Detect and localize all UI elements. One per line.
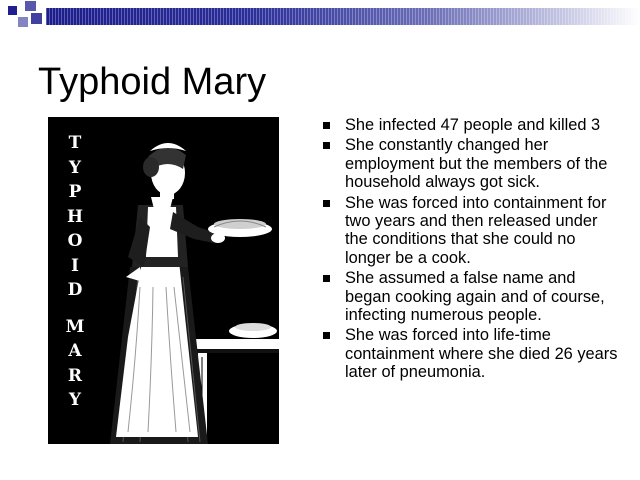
decor-square: [31, 13, 42, 24]
bullet-text: She assumed a false name and began cooking again and of course, infecting numerous people.: [345, 269, 605, 325]
side-letter: Y: [68, 157, 82, 178]
bullet-list: [322, 116, 622, 384]
bullet-text: She infected 47 people and killed 3: [345, 116, 601, 134]
vertical-name-letters: [62, 131, 88, 413]
decor-square: [18, 17, 28, 27]
side-letter: Y: [68, 390, 82, 410]
side-letter: T: [68, 133, 82, 153]
side-letter: D: [67, 280, 83, 300]
side-letter: H: [66, 206, 84, 227]
decor-square: [8, 6, 17, 15]
square-bullet-icon: [323, 275, 330, 282]
bullet-item: [322, 136, 622, 191]
square-bullet-icon: [323, 122, 330, 129]
side-letter: M: [65, 316, 85, 337]
bullet-item: [322, 326, 622, 381]
side-letter: P: [68, 182, 82, 202]
square-bullet-icon: [323, 142, 330, 149]
bullet-item: [322, 269, 622, 324]
square-bullet-icon: [323, 332, 330, 339]
bullet-item: [322, 116, 622, 134]
bullet-text: She was forced into life-time containment where she died 26 years later of pneumonia.: [345, 326, 618, 382]
woodcut-illustration: [48, 117, 279, 444]
side-letter: R: [67, 365, 83, 386]
side-letter: A: [68, 341, 82, 361]
decor-square: [25, 1, 36, 11]
side-letter: I: [71, 255, 79, 276]
bullet-text: She constantly changed her employment but the members of the household always got sick.: [345, 136, 608, 192]
gradient-bar: [46, 8, 640, 25]
bullet-item: [322, 194, 622, 268]
square-bullet-icon: [323, 200, 330, 207]
header-band: [0, 0, 640, 40]
side-letter: O: [67, 231, 83, 251]
slide-title: Typhoid Mary: [38, 61, 267, 103]
bullet-text: She was forced into containment for two years and then released under the conditions that she could no longer be a cook.: [345, 193, 607, 267]
